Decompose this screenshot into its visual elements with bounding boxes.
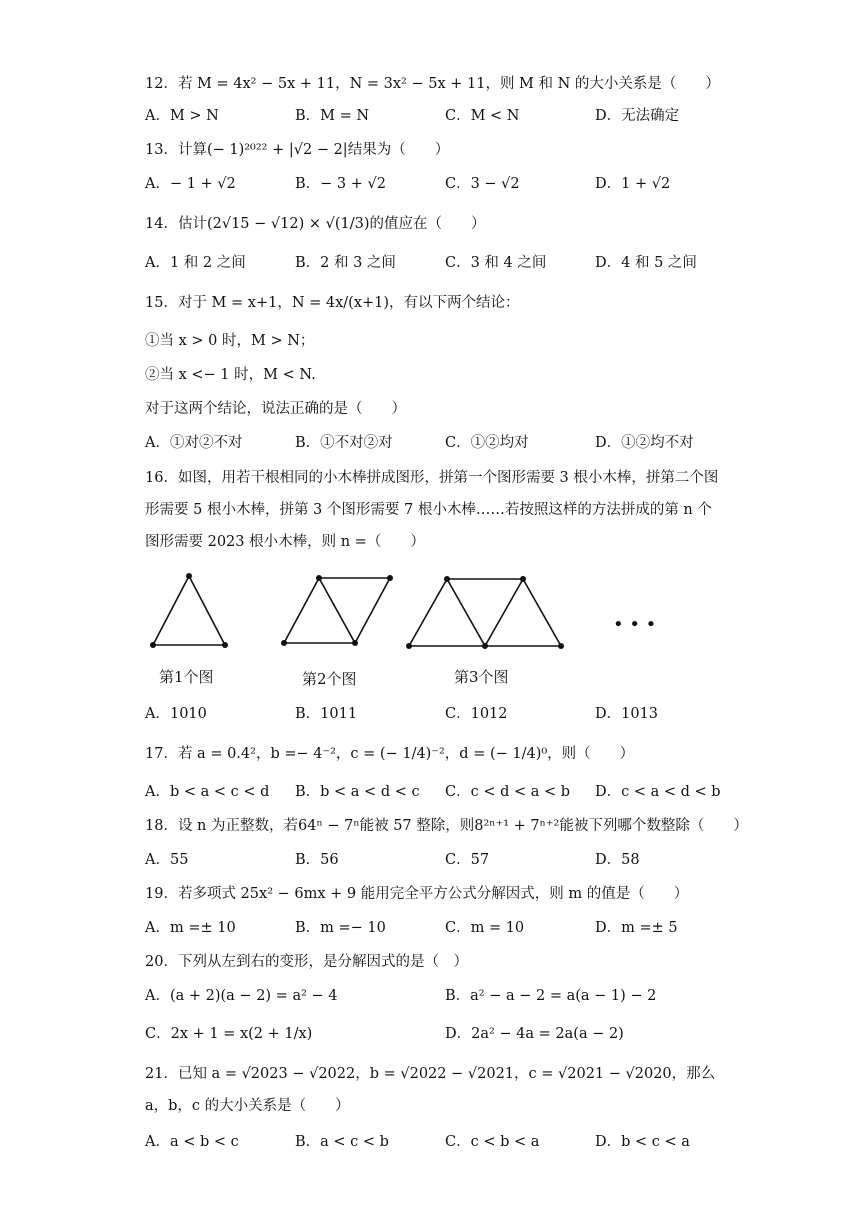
question-19-option-b[interactable]: B．m =− 10 xyxy=(295,920,386,936)
question-15-conclusion-2: ②当 x <− 1 时，M < N. xyxy=(145,367,316,383)
question-19-stem: 19．若多项式 25x² − 6mx + 9 能用完全平方公式分解因式，则 m 的值是（ ） xyxy=(145,886,689,902)
question-16-option-a[interactable]: A．1010 xyxy=(145,706,207,722)
figure-1-triangle xyxy=(153,576,225,645)
question-13-option-b[interactable]: B．− 3 + √2 xyxy=(295,176,386,192)
question-13-options xyxy=(145,174,720,196)
figure-3-label: 第3个图 xyxy=(454,668,509,686)
question-18-option-a[interactable]: A．55 xyxy=(145,852,189,868)
question-12-option-c[interactable]: C．M < N xyxy=(445,108,520,124)
question-17-options xyxy=(145,782,720,804)
question-20-options-row-2 xyxy=(145,1024,720,1046)
question-13-stem: 13．计算(− 1)²⁰²² + |√2 − 2|结果为（ ） xyxy=(145,142,450,158)
question-17-option-b[interactable]: B．b < a < d < c xyxy=(295,784,420,800)
question-15-options xyxy=(145,433,720,455)
question-16-options xyxy=(145,704,720,726)
question-19-options xyxy=(145,918,720,940)
question-20-option-c[interactable]: C．2x + 1 = x(2 + 1/x) xyxy=(145,1026,313,1042)
more-figures-ellipsis: • • • xyxy=(613,614,657,635)
question-15-option-a[interactable]: A．①对②不对 xyxy=(145,435,243,451)
question-12-option-a[interactable]: A．M > N xyxy=(145,108,219,124)
figure-3-three-triangles xyxy=(409,579,561,646)
question-17-stem: 17．若 a = 0.4²，b =− 4⁻²，c = (− 1/4)⁻²，d = (− 1/4)⁰，则（ ） xyxy=(145,746,635,762)
question-17-option-d[interactable]: D．c < a < d < b xyxy=(595,784,721,800)
question-21-option-d[interactable]: D．b < c < a xyxy=(595,1134,690,1150)
question-18-options xyxy=(145,850,720,872)
question-13-option-c[interactable]: C．3 − √2 xyxy=(445,176,520,192)
question-14-stem: 14．估计(2√15 − √12) × √(1/3)的值应在（ ） xyxy=(145,216,486,232)
question-14-option-b[interactable]: B．2 和 3 之间 xyxy=(295,255,396,271)
question-21-options xyxy=(145,1132,720,1154)
question-18-option-c[interactable]: C．57 xyxy=(445,852,490,868)
question-15-option-b[interactable]: B．①不对②对 xyxy=(295,435,393,451)
question-12-option-d[interactable]: D．无法确定 xyxy=(595,108,680,124)
question-19-option-a[interactable]: A．m =± 10 xyxy=(145,920,236,936)
question-20-stem: 20．下列从左到右的变形，是分解因式的是（ ） xyxy=(145,954,468,970)
question-15-prompt: 对于这两个结论，说法正确的是（ ） xyxy=(145,401,406,417)
question-13-option-a[interactable]: A．− 1 + √2 xyxy=(145,176,236,192)
question-18-stem: 18．设 n 为正整数，若64ⁿ − 7ⁿ能被 57 整除，则8²ⁿ⁺¹ + 7ⁿ⁺²能被下列哪个数整除（ ） xyxy=(145,818,748,834)
question-19-option-c[interactable]: C．m = 10 xyxy=(445,920,525,936)
question-21-stem: 21．已知 a = √2023 − √2022，b = √2022 − √2021，c = √2021 − √2020，那么 a，b，c 的大小关系是（ ） xyxy=(145,1066,716,1114)
question-12-option-b[interactable]: B．M = N xyxy=(295,108,370,124)
question-15-stem: 15．对于 M = x+1，N = 4x/(x+1)，有以下两个结论： xyxy=(145,295,520,311)
question-21-option-b[interactable]: B．a < c < b xyxy=(295,1134,389,1150)
question-13-option-d[interactable]: D．1 + √2 xyxy=(595,176,671,192)
question-16-stem: 16．如图，用若干根相同的小木棒拼成图形，拼第一个图形需要 3 根小木棒，拼第二个图形需要 5 根小木棒，拼第 3 个图形需要 7 根小木棒……若按照这样的方法拼成的第 n 个图形需要 2023 根小木棒，则 n =（ ） xyxy=(145,470,719,550)
question-14-option-d[interactable]: D．4 和 5 之间 xyxy=(595,255,697,271)
question-17-option-c[interactable]: C．c < d < a < b xyxy=(445,784,571,800)
figure-2-label: 第2个图 xyxy=(302,670,357,688)
question-14-options xyxy=(145,253,720,275)
question-21-option-c[interactable]: C．c < b < a xyxy=(445,1134,540,1150)
question-14-option-c[interactable]: C．3 和 4 之间 xyxy=(445,255,547,271)
figure-2-two-triangles xyxy=(284,578,390,643)
question-12-stem: 12．若 M = 4x² − 5x + 11，N = 3x² − 5x + 11，则 M 和 N 的大小关系是（ ） xyxy=(145,76,720,92)
question-15-option-d[interactable]: D．①②均不对 xyxy=(595,435,694,451)
question-16-option-d[interactable]: D．1013 xyxy=(595,706,659,722)
question-18-option-d[interactable]: D．58 xyxy=(595,852,640,868)
question-14-option-a[interactable]: A．1 和 2 之间 xyxy=(145,255,246,271)
question-16-option-c[interactable]: C．1012 xyxy=(445,706,508,722)
question-15-conclusion-1: ①当 x > 0 时，M > N； xyxy=(145,333,315,349)
question-17-option-a[interactable]: A．b < a < c < d xyxy=(145,784,270,800)
question-20-option-b[interactable]: B．a² − a − 2 = a(a − 1) − 2 xyxy=(445,988,657,1004)
question-20-option-a[interactable]: A．(a + 2)(a − 2) = a² − 4 xyxy=(145,988,338,1004)
matchstick-figures xyxy=(145,566,665,696)
question-15-option-c[interactable]: C．①②均对 xyxy=(445,435,529,451)
question-20-option-d[interactable]: D．2a² − 4a = 2a(a − 2) xyxy=(445,1026,624,1042)
question-19-option-d[interactable]: D．m =± 5 xyxy=(595,920,678,936)
question-18-option-b[interactable]: B．56 xyxy=(295,852,339,868)
question-20-options-row-1 xyxy=(145,986,720,1008)
question-12-options xyxy=(145,106,720,128)
question-21-option-a[interactable]: A．a < b < c xyxy=(145,1134,239,1150)
figure-1-label: 第1个图 xyxy=(159,668,214,686)
question-16-option-b[interactable]: B．1011 xyxy=(295,706,358,722)
